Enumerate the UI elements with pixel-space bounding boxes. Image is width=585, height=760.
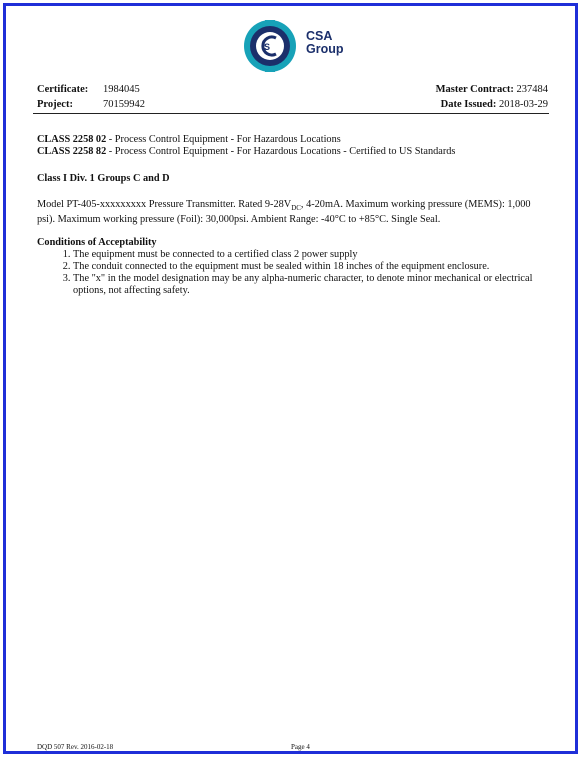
date-issued-label: Date Issued:: [440, 99, 497, 110]
date-issued-value: 2018-03-29: [499, 99, 548, 110]
class-desc: - Process Control Equipment - For Hazardous Locations - Certified to US Standards: [106, 146, 456, 157]
master-contract-value: 237484: [516, 84, 548, 95]
conditions-section: [37, 237, 549, 297]
section-heading: Class I Div. 1 Groups C and D: [37, 173, 170, 184]
svg-text:S: S: [264, 42, 271, 52]
model-description: [37, 199, 549, 226]
certificate-label: Certificate:: [37, 84, 89, 95]
certificate-row: [37, 83, 140, 97]
list-item: 3. The "x" in the model designation may be any alpha-numeric character, to denote minor mechanical or electrical options, not affecting safety.: [73, 273, 549, 297]
header-divider: [33, 113, 549, 114]
certificate-value: 1984045: [103, 84, 140, 95]
footer-doc-code: DQD 507 Rev. 2016-02-18: [37, 743, 114, 751]
class-line: [37, 146, 549, 158]
list-item: 1. The equipment must be connected to a certified class 2 power supply: [73, 249, 549, 261]
class-code: CLASS 2258 02: [37, 134, 107, 145]
master-contract-row: [436, 83, 548, 97]
footer-page-number: Page 4: [291, 743, 310, 751]
logo-line-2: Group: [306, 42, 344, 56]
model-subscript: DC: [291, 204, 301, 213]
model-text-part2: , 4-20mA. Maximum working pressure (MEMS): 1,000 psi). Maximum working pressure (Foil): 30,000psi. Ambient Range: -40°C to +85°C. Single Seal.: [37, 199, 531, 226]
class-list: [37, 134, 549, 158]
page-frame: [3, 3, 578, 754]
conditions-list: [37, 249, 549, 297]
master-contract-label: Master Contract:: [435, 84, 514, 95]
project-value: 70159942: [103, 99, 145, 110]
model-text-part1: Model PT-405-xxxxxxxxx Pressure Transmitter. Rated 9-28V: [37, 199, 292, 210]
list-item: 2. The conduit connected to the equipment must be sealed within 18 inches of the equipment enclosure.: [73, 261, 549, 273]
project-label: Project:: [37, 99, 73, 110]
logo-wordmark: [306, 30, 344, 56]
logo-line-1: CSA: [306, 29, 333, 43]
class-code: CLASS 2258 82: [37, 146, 107, 157]
class-desc: - Process Control Equipment - For Hazardous Locations: [106, 134, 341, 145]
project-row: [37, 98, 145, 112]
conditions-heading: Conditions of Acceptability: [37, 237, 157, 248]
date-issued-row: [441, 98, 548, 112]
class-line: [37, 134, 549, 146]
